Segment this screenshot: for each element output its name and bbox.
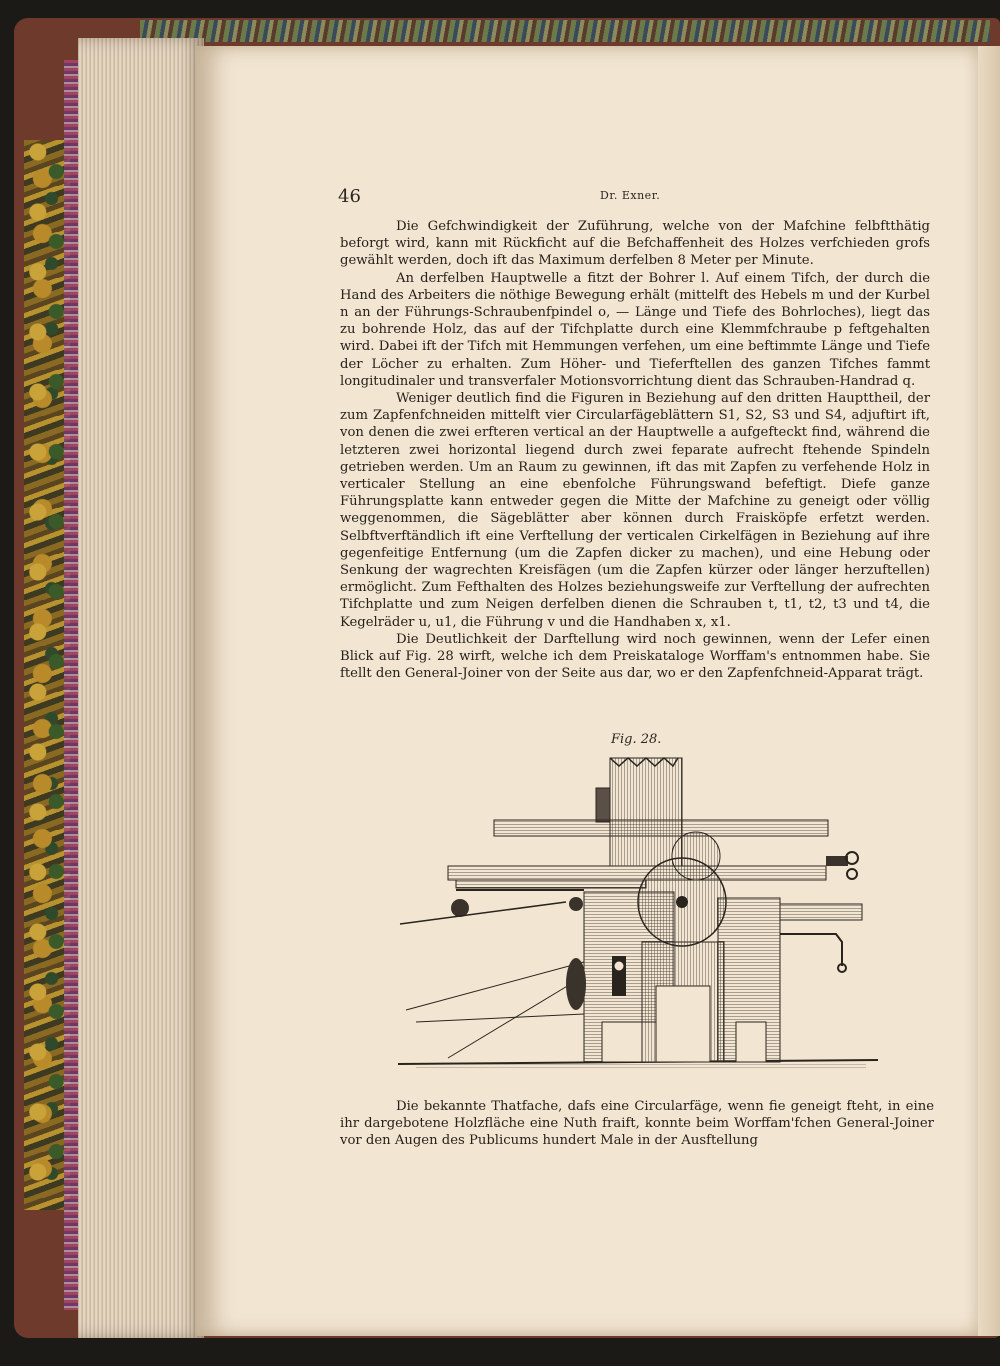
running-head: Dr. Exner. bbox=[600, 189, 661, 202]
main-text bbox=[340, 218, 930, 682]
figure-caption: Fig. 28. bbox=[611, 732, 662, 747]
page-number: 46 bbox=[338, 186, 361, 207]
page-stack-edge bbox=[78, 38, 204, 1338]
paragraph: An derfelben Hauptwelle a fitzt der Bohrer l. Auf einem Tifch, der durch die Hand des Arbeiters die nöthige Bewegung erhält (mittelft des Hebels m und der Kurbel n an der Führungs-Schraubenfpindel o, — Länge und Tiefe des Bohrloches), liegt das zu bohrende Holz, das auf der Tifchplatte durch eine Klemmfchraube p feftgehalten wird. Dabei ift der Tifch mit Hemmungen verfehen, um eine beftimmte Länge und Tiefe der Löcher zu erhalten. Zum Höher- und Tieferftellen des ganzen Tifches fammt longitudinaler und transverfaler Motionsvorrichtung dient das Schrauben-Handrad q. bbox=[340, 270, 930, 389]
paragraph: Die Gefchwindigkeit der Zuführung, welche von der Mafchine felbftthätig beforgt wird, kann mit Rückficht auf die Befchaffenheit des Holzes verfchieden grofs gewählt werden, doch ift das Maximum derfelben 8 Meter per Minute. bbox=[340, 219, 930, 269]
paragraph: Die bekannte Thatfache, dafs eine Circularfäge, wenn fie geneigt fteht, in eine ihr dargebotene Holzfläche eine Nuth fraift, konnte beim Worffam'fchen General-Joiner vor den Augen des Publicums hundert Male in der Ausftellung bbox=[340, 1099, 934, 1149]
continuation-text bbox=[340, 1098, 934, 1150]
next-page-edge bbox=[978, 46, 1000, 1336]
machine-illustration bbox=[396, 752, 886, 1084]
marbled-edge-top bbox=[140, 20, 990, 42]
paragraph: Die Deutlichkeit der Darftellung wird noch gewinnen, wenn der Lefer einen Blick auf Fig. 28 wirft, welche ich dem Preiskataloge Worffam's entnommen habe. Sie ftellt den General-Joiner von der Seite aus dar, wo er den Zapfenfchneid-Apparat trägt. bbox=[340, 631, 930, 682]
paragraph: Weniger deutlich find die Figuren in Beziehung auf den dritten Haupttheil, der zum Zapfenfchneiden mittelft vier Circularfägeblättern S1, S2, S3 und S4, adjuftirt ift, von denen die zwei erfteren vertical an der Hauptwelle a aufgefteckt find, während die letzteren zwei horizontal liegend durch zwei feparate aufrecht ftehende Spindeln getrieben werden. Um an Raum zu gewinnen, ift das mit Zapfen zu verfehende Holz in verticaler Stellung an eine ebenfolche Führungswand befeftigt. Diefe ganze Führungsplatte kann entweder gegen die Mitte der Mafchine zu geneigt oder völlig weggenommen, die Sägeblätter aber können durch Fraisköpfe erfetzt werden. Selbftverftändlich ift eine Verftellung der verticalen Cirkelfägen in Beziehung auf ihre gegenfeitige Entfernung (um die Zapfen dicker zu machen), und eine Hebung oder Senkung der wagrechten Kreisfägen (um die Zapfen kürzer oder länger herzuftellen) ermöglicht. Zum Fefthalten des Holzes beziehungsweife zur Verftellung der aufrechten Tifchplatte und zum Neigen derfelben dienen die Schrauben t, t1, t2, t3 und t4, die Kegelräder u, u1, die Führung v und die Handhaben x, x1. bbox=[340, 391, 930, 630]
